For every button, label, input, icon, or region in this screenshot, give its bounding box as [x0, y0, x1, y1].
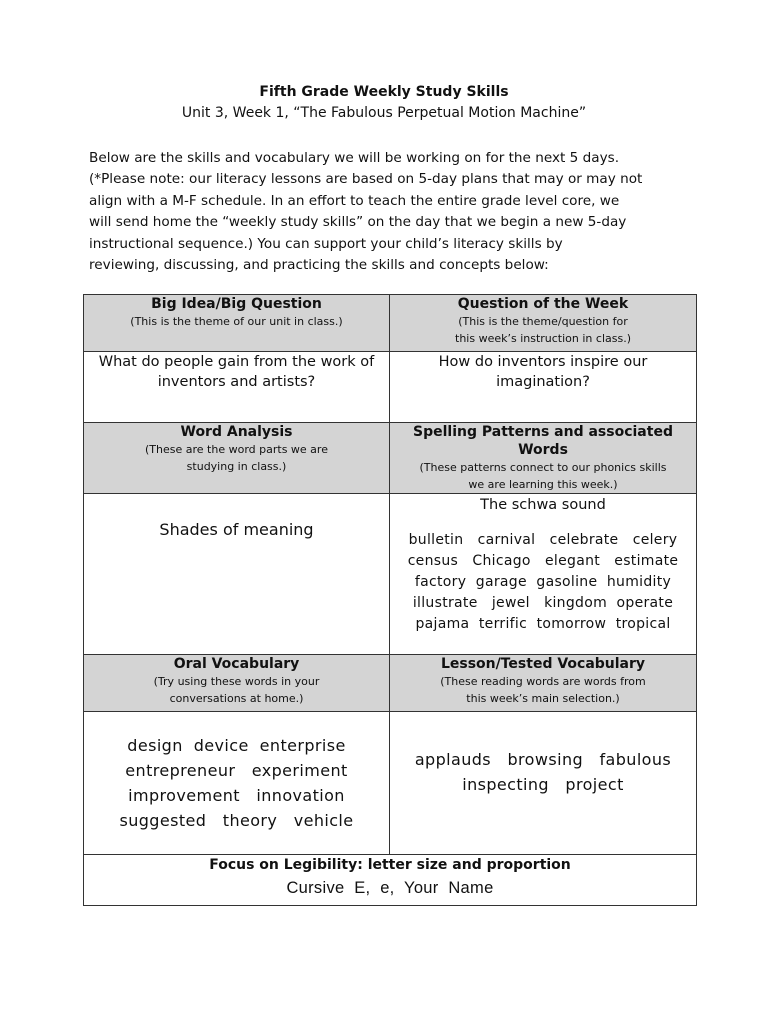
oral-vocabulary-line: entrepreneur experiment	[125, 761, 348, 780]
spelling-word-line: factory garage gasoline humidity	[414, 574, 672, 590]
intro-paragraph	[89, 148, 674, 276]
spelling-word-line: pajama terrific tomorrow tropical	[415, 616, 671, 632]
lesson-vocabulary-header	[390, 655, 697, 712]
oral-vocabulary-title: Oral Vocabulary	[173, 656, 300, 672]
spelling-title: Spelling Patterns and associated Words	[413, 424, 673, 458]
lesson-vocabulary-title: Lesson/Tested Vocabulary	[440, 656, 646, 672]
word-analysis-note: studying in class.)	[186, 460, 287, 473]
oral-vocabulary-note: conversations at home.)	[169, 692, 304, 705]
question-of-week-cell	[390, 352, 697, 423]
question-of-week-text: imagination?	[496, 374, 590, 390]
spelling-word-list	[390, 530, 696, 635]
intro-line: will send home the “weekly study skills” on the day that we begin a new 5-day	[89, 214, 627, 231]
spelling-header	[390, 423, 697, 494]
spelling-word-line: census Chicago elegant estimate	[407, 553, 679, 569]
word-analysis-title: Word Analysis	[180, 424, 293, 440]
spelling-cell	[390, 494, 697, 655]
big-idea-text: inventors and artists?	[157, 374, 316, 390]
question-of-week-text: How do inventors inspire our	[438, 354, 648, 370]
lesson-vocabulary-note: (These reading words are words from	[440, 675, 646, 688]
question-of-week-note: this week’s instruction in class.)	[455, 332, 631, 345]
intro-line: reviewing, discussing, and practicing the skills and concepts below:	[89, 257, 549, 274]
lesson-vocabulary-note: this week’s main selection.)	[466, 692, 620, 705]
legibility-focus-title: Focus on Legibility: letter size and proportion	[209, 857, 571, 873]
word-analysis-header	[84, 423, 390, 494]
oral-vocabulary-line: design device enterprise	[127, 736, 346, 755]
word-analysis-cell	[84, 494, 390, 655]
spelling-word-line: bulletin carnival celebrate celery	[408, 532, 678, 548]
oral-vocabulary-cell	[84, 712, 390, 855]
big-idea-cell	[84, 352, 390, 423]
intro-line: align with a M-F schedule. In an effort to teach the entire grade level core, we	[89, 192, 620, 209]
legibility-focus-text: Cursive E, e, Your Name	[286, 879, 494, 897]
spelling-pattern: The schwa sound	[480, 497, 606, 513]
oral-vocabulary-note: (Try using these words in your	[153, 675, 320, 688]
spelling-word-line: illustrate jewel kingdom operate	[412, 595, 674, 611]
question-of-week-note: (This is the theme/question for	[458, 315, 628, 328]
legibility-focus-cell	[84, 855, 697, 906]
question-of-week-header	[390, 295, 697, 352]
lesson-vocabulary-cell	[390, 712, 697, 855]
study-skills-table	[83, 294, 697, 906]
unit-subtitle: Unit 3, Week 1, “The Fabulous Perpetual Motion Machine”	[181, 105, 587, 121]
lesson-vocabulary-line: applauds browsing fabulous	[414, 750, 672, 769]
oral-vocabulary-line: improvement innovation	[128, 786, 345, 805]
big-idea-text: What do people gain from the work of	[98, 354, 375, 370]
oral-vocabulary-line: suggested theory vehicle	[119, 811, 354, 830]
word-analysis-note: (These are the word parts we are	[145, 443, 328, 456]
lesson-vocabulary-word-list	[390, 747, 696, 797]
page-title: Fifth Grade Weekly Study Skills	[259, 84, 509, 100]
big-idea-header	[84, 295, 390, 352]
big-idea-title: Big Idea/Big Question	[151, 296, 322, 312]
lesson-vocabulary-line: inspecting project	[462, 775, 624, 794]
word-analysis-text: Shades of meaning	[159, 520, 314, 539]
big-idea-note: (This is the theme of our unit in class.)	[130, 315, 343, 328]
intro-line: Below are the skills and vocabulary we will be working on for the next 5 days.	[89, 150, 620, 166]
question-of-week-title: Question of the Week	[457, 296, 629, 312]
spelling-note: we are learning this week.)	[468, 478, 618, 491]
intro-line: instructional sequence.) You can support your child’s literacy skills by	[89, 235, 563, 252]
spelling-note: (These patterns connect to our phonics skills	[419, 461, 667, 474]
intro-line: (*Please note: our literacy lessons are based on 5-day plans that may or may not	[89, 171, 643, 188]
oral-vocabulary-header	[84, 655, 390, 712]
oral-vocabulary-word-list	[84, 733, 389, 833]
